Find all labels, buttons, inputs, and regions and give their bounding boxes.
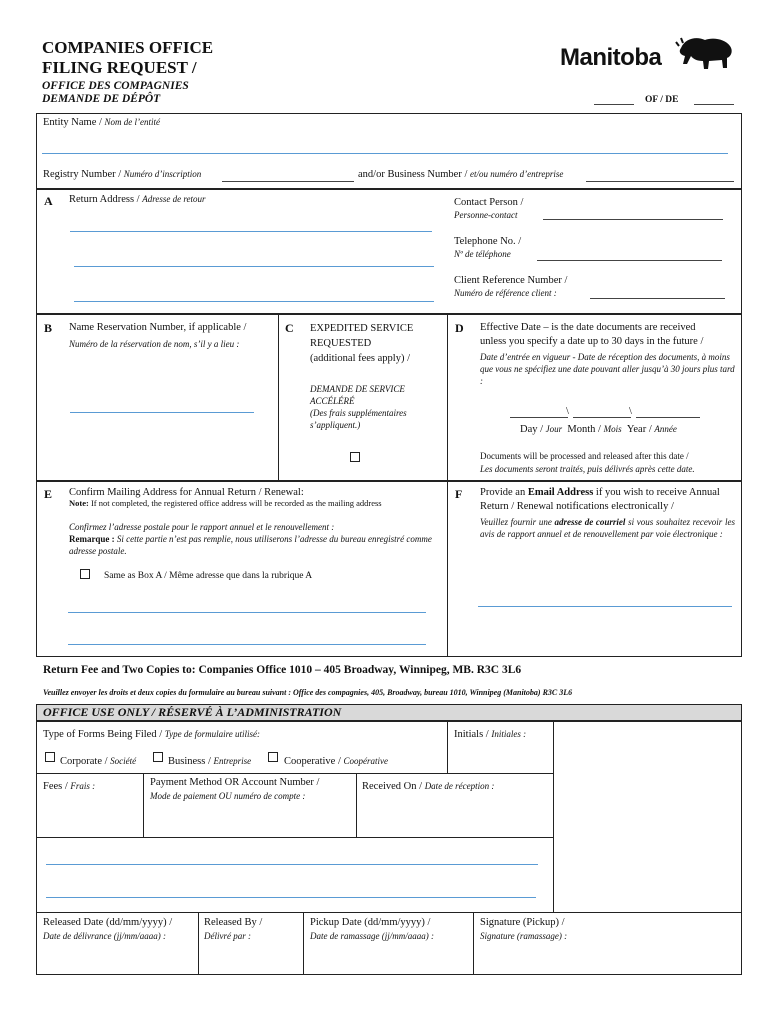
released-by-label: Released By / [204, 917, 263, 928]
year-label-fr: Année [654, 424, 677, 434]
form-subtitle-line1: OFFICE DES COMPAGNIES [42, 80, 189, 92]
client-reference-field[interactable] [590, 298, 725, 299]
form-title-line1: COMPANIES OFFICE [42, 38, 214, 57]
signature-label: Signature (Pickup) / [480, 917, 565, 928]
email-line2: Return / Renewal notifications electronically / [480, 501, 674, 512]
email-line1-bold: Email Address [527, 487, 594, 498]
contact-person-label: Contact Person / [454, 197, 524, 208]
name-reservation-label-fr: Numéro de la réservation de nom, s’il y a lieu : [69, 339, 240, 349]
mailing-address-title-fr: Confirmez l’adresse postale pour le rapport annuel et le renouvellement : [69, 522, 335, 532]
month-label-fr: Mois [603, 424, 622, 434]
month-field[interactable] [573, 417, 631, 418]
office-notes-line1[interactable] [46, 864, 538, 865]
return-fee-line-fr: Veuillez envoyer les droits et deux copies du formulaire au bureau suivant : Office des compagnies, 405, Broadway, bureau 1010, Winnipeg (Manitoba) R3C 3L6 [43, 688, 573, 697]
office-row2-bottom [36, 837, 554, 838]
name-reservation-label: Name Reservation Number, if applicable / [69, 322, 247, 333]
fees-label-en: Fees / [43, 781, 71, 792]
corporate-label-en: Corporate / [60, 756, 111, 767]
corporate-label-fr: Société [110, 756, 137, 766]
effective-date-fr: Date d’entrée en vigueur - Date de réception des documents, à moins que vous ne spécifiez une date pouvant aller jusqu’à 30 jours plus tard : [480, 352, 735, 386]
client-reference-label-fr: Numéro de référence client : [454, 288, 557, 298]
form-subtitle [42, 80, 189, 106]
mailing-address-line1[interactable] [68, 612, 426, 613]
email-fr-bold: adresse de courriel [554, 517, 626, 527]
expedited-line3: (additional fees apply) / [310, 353, 411, 364]
mailing-note-text: If not completed, the registered office address will be recorded as the mailing address [88, 498, 382, 508]
fees-label [43, 780, 95, 793]
entity-name-field[interactable] [42, 153, 728, 154]
business-checkbox[interactable] [153, 752, 163, 762]
expedited-fr2: ACCÉLÉRÉ [310, 396, 355, 406]
business-number-label-fr: et/ou numéro d’entreprise [470, 169, 564, 179]
return-address-label-fr: Adresse de retour [142, 194, 206, 204]
bison-icon [675, 34, 737, 74]
page-of-label: OF / DE [645, 95, 679, 105]
business-label [168, 755, 251, 768]
return-address-line1[interactable] [70, 231, 432, 232]
office-notes-line2[interactable] [46, 897, 536, 898]
form-title-line2: FILING REQUEST / [42, 58, 197, 77]
manitoba-logo-text: Manitoba [560, 44, 662, 71]
mailing-address-note [69, 497, 382, 510]
office-row1-bottom [36, 773, 554, 774]
received-on-label-en: Received On / [362, 781, 425, 792]
pickup-date-label-fr: Date de ramassage (jj/mm/aaaa) : [310, 931, 434, 941]
day-label: Day / [520, 424, 546, 435]
form-type-label [43, 728, 260, 741]
received-on-label-fr: Date de réception : [424, 781, 495, 791]
office-row3-bottom [36, 912, 742, 913]
cooperative-label-fr: Coopérative [343, 756, 388, 766]
form-subtitle-line2: DEMANDE DE DÉPÔT [42, 93, 161, 105]
email-fr-pre: Veuillez fournir une [480, 517, 555, 527]
registry-number-label-fr: Numéro d’inscription [123, 169, 202, 179]
divider-bc [278, 314, 279, 481]
telephone-field[interactable] [537, 260, 722, 261]
business-label-en: Business / [168, 756, 214, 767]
entity-name-label [43, 116, 160, 129]
same-as-box-a-checkbox[interactable] [80, 569, 90, 579]
telephone-label-fr: Nº de téléphone [454, 249, 511, 259]
mailing-note-text-fr: Si cette partie n’est pas remplie, nous utiliserons l’adresse du bureau enregistré comme adresse postale. [69, 534, 432, 556]
cooperative-label-en: Cooperative / [284, 756, 344, 767]
office-divider-signature [473, 912, 474, 975]
email-fr [480, 516, 735, 540]
entity-name-label-fr: Nom de l’entité [104, 117, 161, 127]
effective-date-line2: unless you specify a date up to 30 days in the future / [480, 336, 704, 347]
office-divider-payment [356, 773, 357, 837]
section-e-letter: E [44, 487, 53, 501]
signature-label-fr: Signature (ramassage) : [480, 931, 568, 941]
return-address-label-en: Return Address / [69, 194, 143, 205]
office-divider-main [553, 721, 554, 912]
return-fee-line: Return Fee and Two Copies to: Companies Office 1010 – 405 Broadway, Winnipeg, MB. R3C 3L6 [43, 664, 522, 676]
form-type-label-fr: Type de formulaire utilisé: [164, 729, 260, 739]
day-field[interactable] [510, 417, 568, 418]
mailing-note-label: Note: [69, 498, 89, 508]
registry-number-label [43, 168, 201, 181]
email-address-field[interactable] [478, 606, 732, 607]
expedited-line2: REQUESTED [310, 338, 372, 349]
processing-note-fr: Les documents seront traités, puis délivrés après cette date. [480, 464, 695, 474]
business-number-field[interactable] [586, 181, 734, 182]
contact-person-field[interactable] [543, 219, 723, 220]
office-use-heading: OFFICE USE ONLY / RÉSERVÉ À L’ADMINISTRATION [43, 705, 342, 719]
registry-number-field[interactable] [222, 181, 354, 182]
initials-label-fr: Initiales : [491, 729, 527, 739]
released-by-label-fr: Délivré par : [204, 931, 251, 941]
section-a-letter: A [44, 194, 53, 208]
section-c-letter: C [285, 321, 294, 335]
payment-method-label: Payment Method OR Account Number / [150, 777, 320, 788]
office-divider-released-by [198, 912, 199, 975]
form-type-label-en: Type of Forms Being Filed / [43, 729, 165, 740]
payment-method-label-fr: Mode de paiement OU numéro de compte : [150, 791, 306, 801]
email-line1 [480, 486, 720, 499]
return-address-line3[interactable] [74, 301, 434, 302]
pickup-date-label: Pickup Date (dd/mm/yyyy) / [310, 917, 431, 928]
effective-date-line1: Effective Date – is the date documents are received [480, 322, 696, 333]
same-as-box-a-label: Same as Box A / Même adresse que dans la rubrique A [104, 571, 313, 581]
divider-ef [447, 481, 448, 657]
expedited-line1: EXPEDITED SERVICE [310, 323, 414, 334]
section-b-letter: B [44, 321, 53, 335]
corporate-checkbox[interactable] [45, 752, 55, 762]
office-divider-pickup [303, 912, 304, 975]
date-labels [520, 423, 677, 436]
day-label-fr: Jour [545, 424, 563, 434]
return-address-line2[interactable] [74, 266, 434, 267]
manitoba-logo [560, 34, 735, 80]
processing-note: Documents will be processed and released after this date / [480, 451, 689, 461]
mailing-address-title: Confirm Mailing Address for Annual Return / Renewal: [69, 487, 304, 498]
mailing-address-note-fr [69, 533, 441, 557]
section-a [36, 189, 742, 314]
divider-cd [447, 314, 448, 481]
expedited-fr4: s’appliquent.) [310, 420, 361, 430]
expedited-fr3: (Des frais supplémentaires [310, 408, 407, 418]
expedited-fr1: DEMANDE DE SERVICE [310, 384, 405, 394]
registry-number-label-en: Registry Number / [43, 169, 124, 180]
return-address-label [69, 193, 206, 206]
business-number-label-en: and/or Business Number / [358, 169, 470, 180]
corporate-label [60, 755, 136, 768]
released-date-label-fr: Date de délivrance (jj/mm/aaaa) : [43, 931, 166, 941]
name-reservation-field[interactable] [70, 412, 254, 413]
telephone-label: Telephone No. / [454, 236, 522, 247]
office-divider-initials [447, 721, 448, 773]
entity-name-label-en: Entity Name / [43, 117, 105, 128]
section-f-letter: F [455, 487, 463, 501]
business-number-label [358, 168, 563, 181]
year-label: Year / [626, 424, 655, 435]
form-title [42, 38, 213, 78]
cooperative-checkbox[interactable] [268, 752, 278, 762]
fees-label-fr: Frais : [70, 781, 96, 791]
initials-label-en: Initials / [454, 729, 492, 740]
email-line1-post: if you wish to receive Annual [593, 487, 720, 498]
page-number-field[interactable] [594, 104, 634, 105]
month-label: Month / [567, 424, 604, 435]
mailing-note-label-fr: Remarque : [69, 534, 115, 544]
client-reference-label: Client Reference Number / [454, 275, 568, 286]
expedited-checkbox[interactable] [350, 452, 360, 462]
released-date-label: Released Date (dd/mm/yyyy) / [43, 917, 173, 928]
date-separator1: \ [566, 406, 569, 417]
section-d-letter: D [455, 321, 464, 335]
received-on-label [362, 780, 494, 793]
page-total-field[interactable] [694, 104, 734, 105]
year-field[interactable] [636, 417, 700, 418]
office-divider-fees [143, 773, 144, 837]
initials-label [454, 728, 526, 741]
contact-person-label-fr: Personne-contact [454, 210, 518, 220]
date-separator2: \ [629, 406, 632, 417]
email-fr-post: si vous souhaitez recevoir les avis de rapport annuel et de renouvellement par voie électronique : [480, 517, 735, 539]
email-line1-pre: Provide an [480, 487, 528, 498]
business-label-fr: Entreprise [213, 756, 252, 766]
cooperative-label [284, 755, 388, 768]
mailing-address-line2[interactable] [68, 644, 426, 645]
